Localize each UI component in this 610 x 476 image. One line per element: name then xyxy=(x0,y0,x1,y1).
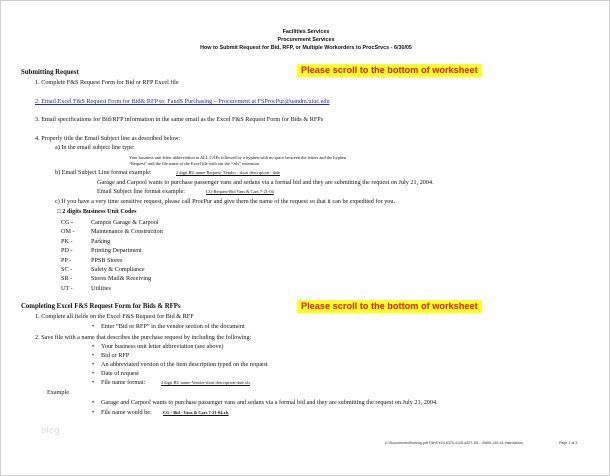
example-scenario: • Garage and Carpool wants to purchase passenger vans and sedans via a formal bid and they are submitting the request on July 21, 2004. xyxy=(101,399,438,406)
step-4b: b) Email Subject Line format example: xyxy=(55,169,152,176)
step-4b-scenario: Garage and Carpool wants to purchase passenger vans and sedans via a formal bid and they are submitting the request on July 21, 2004. xyxy=(97,179,434,186)
example-label: Example xyxy=(47,389,69,396)
dept-title: Procurement Services xyxy=(277,37,335,43)
submit-step-2-link[interactable]: 2. Email Excel F&S Request Form for Bid& RFP to: FandS Purchasing – Procurement at FSProcPur@uandm.uiuc.edu xyxy=(35,98,330,105)
bu-codes-title-text: 2 digits Business Unit Codes xyxy=(62,208,137,215)
step-4a: a) In the email subject line type: xyxy=(55,144,135,151)
section-title-completing: Completing Excel F&S Request Form for Bids & RFPs xyxy=(21,303,181,310)
section-title-submitting: Submitting Request xyxy=(21,69,79,76)
submit-step-4: 4. Properly title the Email Subject line as described below: xyxy=(35,135,181,142)
filename-bullet: • Bid or RFP xyxy=(101,352,129,359)
step-4a-note-1: Your business unit letter abbreviation in ALL CAPs followed by a hyphen with no space between the letters and the hyphen xyxy=(129,155,347,160)
filename-bullet: • An abbreviated version of the item description typed on the request xyxy=(101,361,268,368)
bu-code-row: UT - Utilities xyxy=(61,284,111,292)
file-format-value: 2 digit BU name-Vendor-short description-date.xls xyxy=(161,380,251,385)
filename-bullet: • Your business unit letter abbreviation (see above) xyxy=(101,343,223,350)
checkbox-icon: □ xyxy=(57,208,61,215)
filename-bullet: • Date of request xyxy=(101,370,139,377)
document-title: How to Submit Request for Bid, RFP, or Multiple Workorders to ProcSrvcs - 6/30/05 xyxy=(200,45,412,51)
bu-code-row: SC - Safety & Compliance xyxy=(61,266,145,274)
submit-step-1: 1. Complete F&S Request Form for Bid or RFP Excel file xyxy=(35,79,179,86)
bu-code-row: SR - Stores Mail& Receiving xyxy=(61,275,152,283)
step-4c: c) If you have a very time sensitive request, please call ProcPur and give them the name of the request so that it can be expedited for you. xyxy=(55,198,396,205)
step-4b-format: 2 digit BU name-Request- Vendor - short description - date xyxy=(176,170,280,175)
scroll-banner-top: Please scroll to the bottom of worksheet xyxy=(297,64,482,77)
complete-step-1: 1. Complete all fields on the Excel F&S Request for Bid & RFF xyxy=(35,313,194,320)
complete-step-1-bullet: • Enter “Bid or RFP” in the vendor section of the document xyxy=(101,323,245,330)
scroll-banner-middle: Please scroll to the bottom of worksheet xyxy=(297,300,482,313)
watermark: blog xyxy=(41,425,61,435)
bu-code-row: PP - PPSB Stores xyxy=(61,256,123,264)
bu-code-row: PK - Parking xyxy=(61,237,111,245)
bu-code-row: OM - Maintenance & Construction xyxy=(61,228,163,236)
example-filename-value: CG - Bid - Vans & Cars 7-21-04.xls xyxy=(163,410,229,415)
bu-codes-list xyxy=(61,218,163,293)
complete-step-2: 2. Save file with a name that describes the purchase request by including the following: xyxy=(35,334,252,341)
example-filename-label: • File name would be: xyxy=(101,409,152,416)
footer-path: C:\Documents\Working.pdf File\f7e2d-6379-4128-a327-1f5…\9a59-149-18-Instructions xyxy=(385,441,523,445)
submit-step-3: 3. Email specifications for Bid/RFP information in the same email as the Excel F&S Request Form for Bids & RFPs xyxy=(35,116,324,123)
bu-code-row: CG - Campus Garage & Carpool xyxy=(61,219,159,226)
step-4a-note-2: “Request” and the file name of the Excel file with out the “.xls” extension xyxy=(129,161,259,166)
file-format-label: • File name format: xyxy=(101,379,145,386)
bu-codes-title xyxy=(57,208,137,215)
org-title: Facilities Services xyxy=(282,29,330,35)
bu-code-row: PD - Printing Department xyxy=(61,247,142,255)
step-4b-example-label: Email Subject line format example: xyxy=(97,188,185,195)
footer-page-number: Page 1 of 3 xyxy=(559,441,578,445)
step-4b-example-value: CG-Request-Bid Vans & Cars 7-21-04 xyxy=(206,189,274,194)
